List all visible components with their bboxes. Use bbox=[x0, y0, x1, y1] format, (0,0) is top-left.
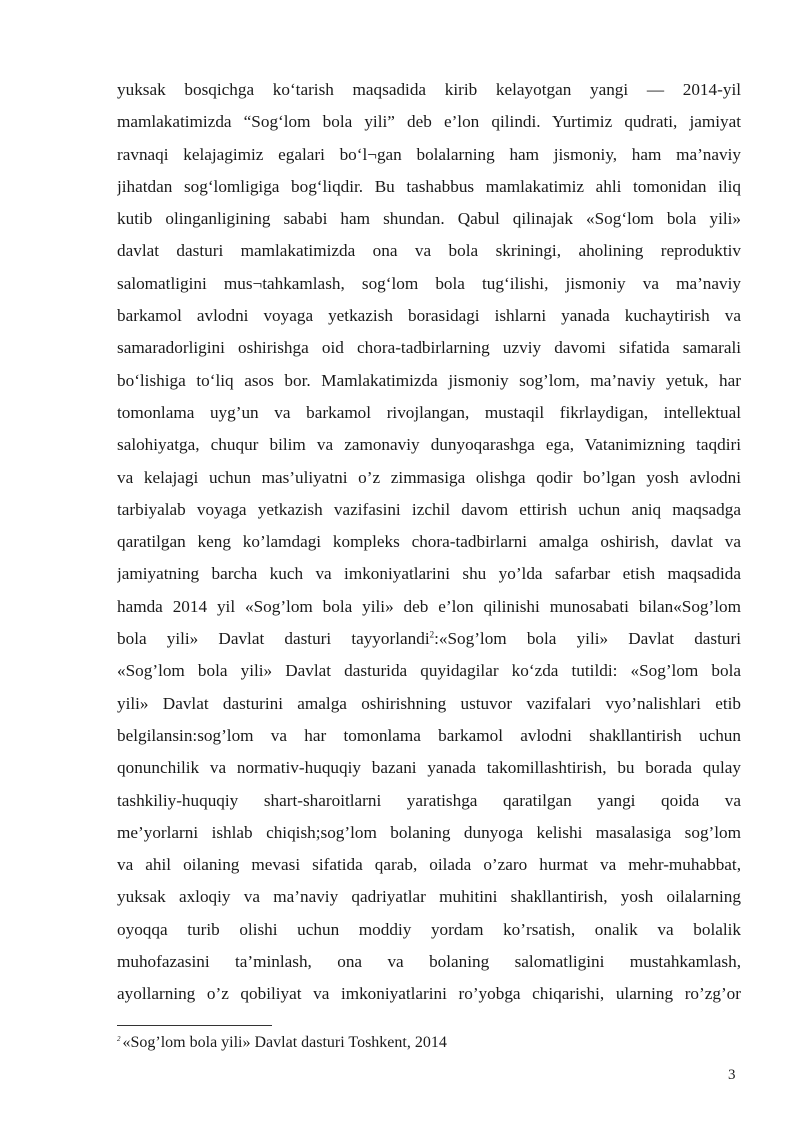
text-line: jihatdan sog‘lomligiga bog‘liqdir. Bu tashabbus mamlakatimiz ahli tomonidan iliq bbox=[117, 176, 741, 196]
footnote-mark: 2 bbox=[117, 1034, 121, 1043]
text-line: mamlakatimizda “Sog‘lom bola yili” deb e’lon qilindi. Yurtimiz qudrati, jamiyat bbox=[117, 112, 741, 132]
text-line: davlat dasturi mamlakatimizda ona va bola skriningi, aholining reproduktiv bbox=[117, 241, 741, 261]
text-line: oyoqqa turib olishi uchun moddiy yordam ko’rsatish, onalik va bolalik bbox=[117, 919, 741, 939]
text-line: belgilansin:sog’lom va har tomonlama barkamol avlodni shakllantirish uchun bbox=[117, 725, 741, 745]
text-line-part: bola yili» Davlat dasturi tayyorlandi bbox=[117, 629, 430, 649]
text-line: tashkiliy-huquqiy shart-sharoitlarni yaratishga qaratilgan yangi qoida va bbox=[117, 790, 741, 810]
text-line: salohiyatga, chuqur bilim va zamonaviy dunyoqarashga ega, Vatanimizning taqdiri bbox=[117, 435, 741, 455]
footnote-text: «Sog’lom bola yili» Davlat dasturi Toshkent, 2014 bbox=[122, 1034, 447, 1051]
text-line: barkamol avlodni voyaga yetkazish borasidagi ishlarni yanada kuchaytirish va bbox=[117, 306, 741, 326]
page-number: 3 bbox=[728, 1067, 736, 1083]
text-line: ayollarning o’z qobiliyat va imkoniyatlarini ro’yobga chiqarishi, ularning ro’zg’or bbox=[117, 984, 741, 1004]
text-line: tomonlama uyg’un va barkamol rivojlangan, mustaqil fikrlaydigan, intellektual bbox=[117, 402, 741, 422]
text-line: me’yorlarni ishlab chiqish;sog’lom bolaning dunyoga kelishi masalasiga sog’lom bbox=[117, 822, 741, 842]
text-line: hamda 2014 yil «Sog’lom bola yili» deb e’lon qilinishi munosabati bilan«Sog’lom bbox=[117, 596, 741, 616]
text-line: yili» Davlat dasturini amalga oshirishning ustuvor vazifalari vyo’nalishlari etib bbox=[117, 693, 741, 713]
text-line: yuksak bosqichga ko‘tarish maqsadida kirib kelayotgan yangi — 2014-yil bbox=[117, 80, 741, 99]
text-line: kutib olinganligining sababi ham shundan. Qabul qilinajak «Sog‘lom bola yili» bbox=[117, 209, 741, 229]
footnote-reference[interactable]: 2 bbox=[429, 629, 435, 640]
text-line-part: :«Sog’lom bola yili» Davlat dasturi bbox=[434, 629, 741, 649]
text-line: samaradorligini oshirishga oid chora-tadbirlarning uzviy davomi sifatida samarali bbox=[117, 338, 741, 358]
text-line: tarbiyalab voyaga yetkazish vazifasini izchil davom ettirish uchun aniq maqsadga bbox=[117, 499, 741, 519]
text-line: salomatligini mus¬tahkamlash, sog‘lom bola tug‘ilishi, jismoniy va ma’naviy bbox=[117, 273, 741, 293]
footnote bbox=[117, 1033, 447, 1053]
text-line: jamiyatning barcha kuch va imkoniyatlarini shu yo’lda safarbar etish maqsadida bbox=[117, 564, 741, 584]
text-line: «Sog’lom bola yili» Davlat dasturida quyidagilar ko‘zda tutildi: «Sog’lom bola bbox=[117, 661, 741, 681]
text-line-with-footnote bbox=[117, 623, 741, 655]
text-line: qonunchilik va normativ-huquqiy bazani yanada takomillashtirish, bu borada qulay bbox=[117, 758, 741, 778]
text-line: qaratilgan keng ko’lamdagi kompleks chora-tadbirlarni amalga oshirish, davlat va bbox=[117, 532, 741, 552]
footnote-separator bbox=[117, 1025, 272, 1026]
text-line: va ahil oilaning mevasi sifatida qarab, oilada o’zaro hurmat va mehr-muhabbat, bbox=[117, 855, 741, 875]
text-line: yuksak axloqiy va ma’naviy qadriyatlar muhitini shakllantirish, yosh oilalarning bbox=[117, 887, 741, 907]
text-line: ravnaqi kelajagimiz egalari bo‘l¬gan bolalarning ham jismoniy, ham ma’naviy bbox=[117, 144, 741, 164]
text-line: va kelajagi uchun mas’uliyatni o’z zimmasiga olishga qodir bo’lgan yosh avlodni bbox=[117, 467, 741, 487]
text-line: bo‘lishiga to‘liq asos bor. Mamlakatimizda jismoniy sog’lom, ma’naviy yetuk, har bbox=[117, 370, 741, 390]
body-text bbox=[117, 74, 741, 1011]
text-line: muhofazasini ta’minlash, ona va bolaning salomatligini mustahkamlash, bbox=[117, 952, 741, 972]
